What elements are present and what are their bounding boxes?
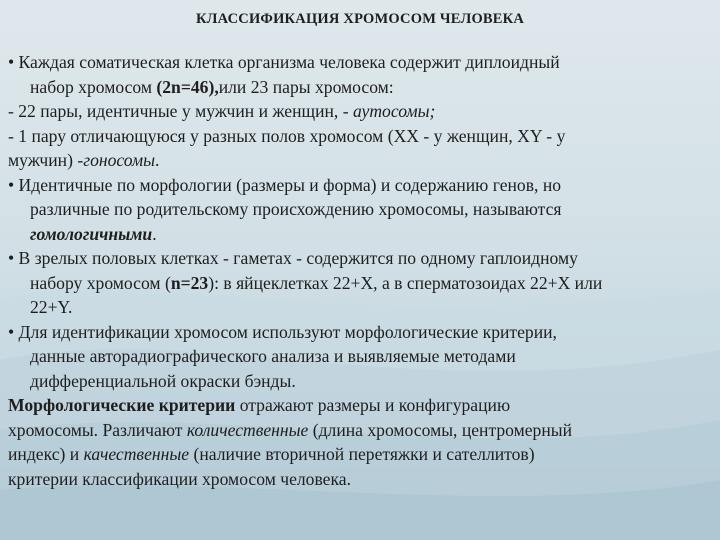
text-line: [8, 197, 714, 222]
term-homologous: гомологичными: [30, 223, 153, 244]
text-run: .: [155, 150, 160, 170]
text-run: критерии классификации хромосом человека.: [8, 468, 351, 489]
text-run: отражают размеры и конфигурацию: [235, 395, 511, 415]
slide-title: КЛАССИФИКАЦИЯ ХРОМОСОМ ЧЕЛОВЕКА: [195, 11, 525, 27]
text-run: мужчин) -: [8, 150, 84, 170]
text-line: [8, 295, 714, 320]
text-line: [8, 148, 714, 173]
text-run: • Каждая соматическая клетка организма человека содержит диплоидный: [8, 52, 560, 72]
text-line: [8, 344, 714, 369]
text-line: [8, 320, 714, 345]
text-line: [8, 222, 714, 247]
text-line: [8, 75, 714, 100]
text-run: • Для идентификации хромосом используют морфологические критерии,: [8, 321, 557, 342]
text-run: .: [152, 223, 157, 244]
text-run: - 22 пары, идентичные у мужчин и женщин, -: [8, 101, 353, 121]
text-run: различные по родительскому происхождению хромосомы, называются: [30, 199, 562, 219]
text-run: хромосомы. Различают: [8, 419, 187, 440]
term-qualitative: качественные: [83, 444, 190, 464]
text-run: набор хромосом: [30, 76, 157, 97]
text-run: дифференциальной окраски бэнды.: [30, 370, 296, 391]
text-run: 22+Y.: [30, 297, 73, 317]
text-line: [8, 418, 714, 443]
term-morphological-criteria: Морфологические критерии: [8, 395, 236, 415]
text-run: • Идентичные по морфологии (размеры и форма) и содержанию генов, но: [8, 174, 562, 195]
slide-body: [8, 50, 714, 491]
formula-haploid: n=23: [170, 272, 209, 293]
text-line: [8, 467, 714, 492]
text-run: индекс) и: [8, 444, 84, 464]
term-autosomes: аутосомы;: [352, 101, 436, 121]
text-run: или 23 пары хромосом:: [218, 76, 394, 97]
text-run: (длина хромосомы, центромерный: [308, 419, 573, 440]
term-quantitative: количественные: [186, 419, 309, 440]
text-line: [8, 246, 714, 271]
text-line: [8, 173, 714, 198]
text-line: [8, 393, 714, 418]
text-run: (наличие вторичной перетяжки и сателлитов): [189, 444, 535, 464]
text-line: [8, 442, 714, 467]
text-run: - 1 пару отличающуюся у разных полов хромосом (XX - у женщин, XY - у: [8, 125, 566, 146]
text-run: ): в яйцеклетках 22+X, а в сперматозоидах 22+X или: [208, 272, 603, 293]
text-line: [8, 369, 714, 394]
formula-diploid: (2n=46),: [156, 76, 219, 97]
text-line: [8, 124, 714, 149]
text-line: [8, 99, 714, 124]
text-run: • В зрелых половых клетках - гаметах - содержится по одному гаплоидному: [8, 248, 578, 268]
text-run: данные авторадиографического анализа и выявляемые методами: [30, 346, 516, 366]
text-line: [8, 50, 714, 75]
text-line: [8, 271, 714, 296]
text-run: набору хромосом (: [30, 272, 171, 293]
term-gonosomes: гоносомы: [83, 150, 156, 170]
